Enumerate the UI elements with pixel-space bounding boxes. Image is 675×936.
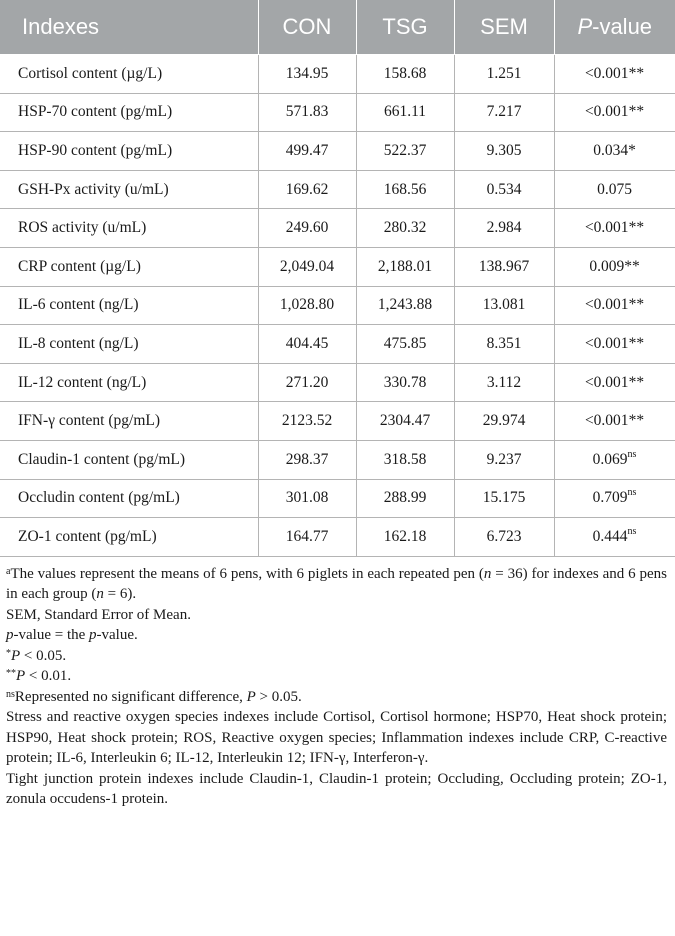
- cell-tsg: 2,188.01: [356, 247, 454, 286]
- header-indexes: Indexes: [0, 0, 258, 55]
- cell-p-value: [554, 286, 675, 325]
- cell-p-value: [554, 55, 675, 94]
- ns-marker: ns: [627, 487, 637, 499]
- cell-tsg: 168.56: [356, 170, 454, 209]
- cell-tsg: 280.32: [356, 209, 454, 248]
- header-p-italic: P: [577, 14, 593, 39]
- cell-index: ROS activity (u/mL): [0, 209, 258, 248]
- cell-index: Cortisol content (µg/L): [0, 55, 258, 94]
- cell-p-value: [554, 93, 675, 132]
- cell-sem: 8.351: [454, 325, 554, 364]
- cell-p-value: [554, 209, 675, 248]
- footnote-star2-text: < 0.01.: [25, 668, 72, 685]
- header-row: [0, 0, 675, 55]
- header-tsg: TSG: [356, 0, 454, 55]
- cell-sem: 9.305: [454, 132, 554, 171]
- significance-marker: **: [628, 334, 645, 352]
- p-value-text: 0.034: [593, 141, 629, 159]
- footnote-a-text-1: The values represent the means of 6 pens, with 6 piglets in each repeated pen (: [10, 565, 484, 582]
- cell-tsg: 158.68: [356, 55, 454, 94]
- cell-p-value: [554, 325, 675, 364]
- cell-tsg: 318.58: [356, 440, 454, 479]
- footnote-ns: [6, 687, 667, 708]
- footnote-star1-text: < 0.05.: [20, 647, 67, 664]
- significance-marker: **: [628, 412, 645, 430]
- table-body: [0, 55, 675, 557]
- header-p-rest: -value: [592, 14, 653, 39]
- cell-con: 134.95: [258, 55, 356, 94]
- cell-con: 164.77: [258, 518, 356, 557]
- table-row: [0, 440, 675, 479]
- footnote-a-n2: n: [96, 586, 104, 603]
- cell-con: 301.08: [258, 479, 356, 518]
- cell-con: 2,049.04: [258, 247, 356, 286]
- header-p-value: [554, 0, 675, 55]
- cell-con: 271.20: [258, 363, 356, 402]
- cell-index: HSP-90 content (pg/mL): [0, 132, 258, 171]
- footnote-ns-marker: ns: [6, 688, 15, 700]
- cell-p-value: [554, 363, 675, 402]
- footnote-pvalue: [6, 625, 667, 646]
- footnote-a-marker: a: [6, 565, 11, 577]
- cell-tsg: 288.99: [356, 479, 454, 518]
- header-sem: SEM: [454, 0, 554, 55]
- cell-sem: 15.175: [454, 479, 554, 518]
- p-value-text: <0.001: [584, 412, 629, 430]
- cell-index: GSH-Px activity (u/mL): [0, 170, 258, 209]
- cell-index: IFN-γ content (pg/mL): [0, 402, 258, 441]
- ns-marker: ns: [627, 525, 637, 537]
- cell-p-value: [554, 170, 675, 209]
- ns-marker: ns: [627, 448, 637, 460]
- table-row: [0, 93, 675, 132]
- cell-con: 298.37: [258, 440, 356, 479]
- footnote-sem: SEM, Standard Error of Mean.: [6, 606, 191, 623]
- p-value-text: <0.001: [584, 373, 629, 391]
- p-value-text: <0.001: [584, 296, 629, 314]
- footnote-pvalue-text2: -value.: [96, 627, 138, 644]
- significance-marker: **: [628, 373, 645, 391]
- footnote-a: [6, 564, 667, 605]
- footnote-ns-text2: > 0.05.: [255, 688, 302, 705]
- footnote-star2: [6, 666, 667, 687]
- table-row: [0, 402, 675, 441]
- footnote-ns-text1: Represented no significant difference,: [14, 688, 247, 705]
- cell-tsg: 522.37: [356, 132, 454, 171]
- p-value-text: 0.075: [597, 180, 632, 198]
- cell-p-value: [554, 518, 675, 557]
- p-value-text: <0.001: [584, 219, 629, 237]
- cell-sem: 0.534: [454, 170, 554, 209]
- cell-index: ZO-1 content (pg/mL): [0, 518, 258, 557]
- cell-sem: 3.112: [454, 363, 554, 402]
- p-value-text: 0.444: [592, 527, 628, 545]
- table-row: [0, 325, 675, 364]
- cell-tsg: 661.11: [356, 93, 454, 132]
- footnote-ns-p: P: [246, 688, 256, 705]
- table-row: [0, 132, 675, 171]
- footnote-a-text-2: = 36) for indexes and 6 pens in each group (: [6, 565, 668, 603]
- cell-tsg: 162.18: [356, 518, 454, 557]
- footnote-star1-p: P: [11, 647, 21, 664]
- cell-index: IL-8 content (ng/L): [0, 325, 258, 364]
- cell-con: 249.60: [258, 209, 356, 248]
- footnote-star2-p: P: [16, 668, 26, 685]
- footnote-pvalue-p2: p: [89, 627, 97, 644]
- cell-p-value: [554, 132, 675, 171]
- cell-p-value: [554, 402, 675, 441]
- cell-sem: 6.723: [454, 518, 554, 557]
- cell-tsg: 1,243.88: [356, 286, 454, 325]
- table-row: [0, 479, 675, 518]
- footnote-a-n: n: [483, 565, 492, 582]
- cell-p-value: [554, 479, 675, 518]
- significance-marker: **: [628, 219, 645, 237]
- cell-index: Claudin-1 content (pg/mL): [0, 440, 258, 479]
- cell-sem: 1.251: [454, 55, 554, 94]
- cell-index: IL-6 content (ng/L): [0, 286, 258, 325]
- p-value-text: 0.069: [592, 450, 628, 468]
- cell-tsg: 475.85: [356, 325, 454, 364]
- p-value-text: <0.001: [584, 103, 629, 121]
- footnote-a-text-3: = 6).: [103, 586, 137, 603]
- cell-p-value: [554, 247, 675, 286]
- cell-con: 571.83: [258, 93, 356, 132]
- p-value-text: 0.009: [589, 257, 625, 275]
- cell-tsg: 2304.47: [356, 402, 454, 441]
- cell-con: 404.45: [258, 325, 356, 364]
- cell-index: Occludin content (pg/mL): [0, 479, 258, 518]
- footnote-pvalue-p1: p: [6, 627, 14, 644]
- significance-marker: **: [628, 296, 645, 314]
- footnote-star1-marker: *: [6, 647, 11, 659]
- significance-marker: **: [624, 257, 640, 275]
- cell-index: IL-12 content (ng/L): [0, 363, 258, 402]
- cell-con: 1,028.80: [258, 286, 356, 325]
- table-row: [0, 518, 675, 557]
- cell-sem: 29.974: [454, 402, 554, 441]
- p-value-text: <0.001: [584, 334, 629, 352]
- cell-con: 169.62: [258, 170, 356, 209]
- table-row: [0, 170, 675, 209]
- cell-con: 499.47: [258, 132, 356, 171]
- cell-sem: 7.217: [454, 93, 554, 132]
- p-value-text: <0.001: [584, 64, 629, 82]
- cell-sem: 138.967: [454, 247, 554, 286]
- cell-p-value: [554, 440, 675, 479]
- significance-marker: *: [628, 141, 636, 159]
- table-row: [0, 247, 675, 286]
- footnote-stress: Stress and reactive oxygen species indexes include Cortisol, Cortisol hormone; HSP70, Heat shock protein; HSP90, Heat shock protein; ROS, Reactive oxygen species; Inflammation indexes include CRP, C-reactive protein; IL-6, Interleukin 6; IL-12, Interleukin 12; IFN-γ, Interferon-γ.: [6, 709, 667, 767]
- p-value-text: 0.709: [592, 489, 628, 507]
- table-row: [0, 209, 675, 248]
- table-row: [0, 55, 675, 94]
- cell-sem: 9.237: [454, 440, 554, 479]
- cell-con: 2123.52: [258, 402, 356, 441]
- cell-sem: 2.984: [454, 209, 554, 248]
- significance-marker: **: [628, 64, 645, 82]
- table-footnotes: [0, 557, 675, 810]
- cell-tsg: 330.78: [356, 363, 454, 402]
- cell-index: HSP-70 content (pg/mL): [0, 93, 258, 132]
- header-con: CON: [258, 0, 356, 55]
- significance-marker: **: [628, 103, 645, 121]
- table-row: [0, 363, 675, 402]
- footnote-tight: Tight junction protein indexes include Claudin-1, Claudin-1 protein; Occluding, Occluding protein; ZO-1, zonula occudens-1 protein.: [6, 770, 667, 808]
- cell-sem: 13.081: [454, 286, 554, 325]
- footnote-star2-marker: **: [6, 668, 16, 680]
- table-row: [0, 286, 675, 325]
- footnote-pvalue-text1: -value = the: [13, 627, 90, 644]
- cell-index: CRP content (µg/L): [0, 247, 258, 286]
- footnote-star1: [6, 646, 667, 667]
